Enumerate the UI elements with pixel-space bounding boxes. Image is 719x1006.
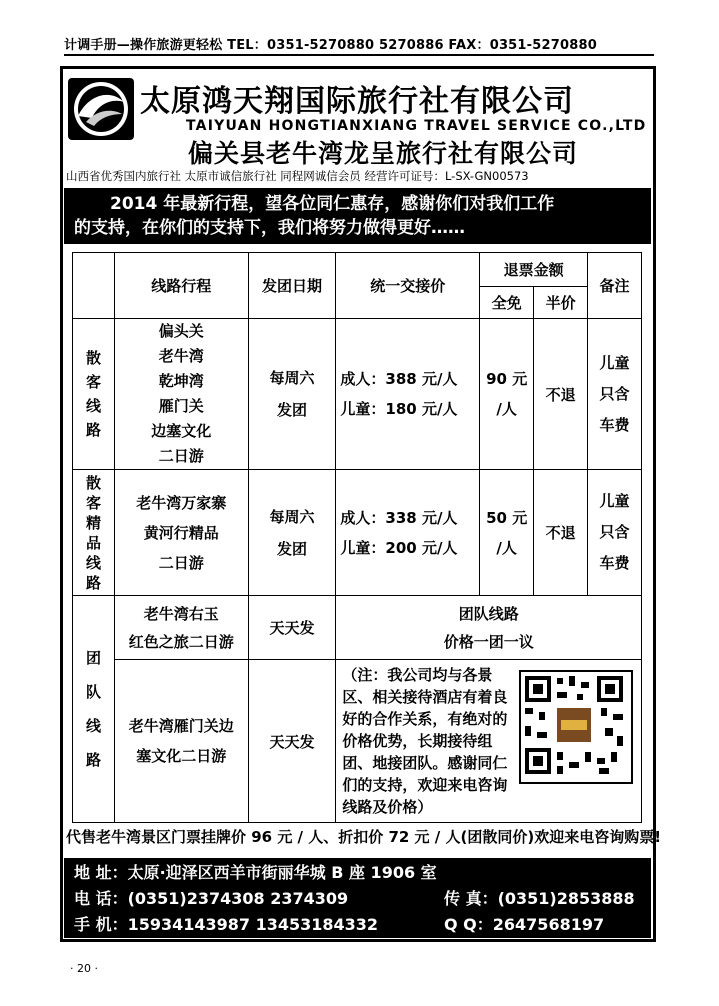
group-price: 价格一团一议 xyxy=(443,632,534,651)
header-route: 线路行程 xyxy=(114,253,248,319)
row2-price-adult: 成人：338 元/人 xyxy=(340,508,458,527)
header-remark: 备注 xyxy=(588,253,642,319)
contact-address: 地 址：太原·迎泽区西羊市街丽华城 B 座 1906 室 xyxy=(74,863,437,882)
row2-price-child: 儿童：200 元/人 xyxy=(340,538,458,557)
header-refund-full: 全免 xyxy=(480,287,534,319)
company-title-cn: 太原鸿天翔国际旅行社有限公司 xyxy=(140,84,574,119)
ticket-banner: 代售老牛湾景区门票挂牌价 96 元 / 人、折扣价 72 元 / 人(团散同价)欢迎来电咨询购票! xyxy=(66,828,662,846)
row2-refund-half: 不退 xyxy=(534,470,588,596)
row2-category: 散 客 精 品 线 路 xyxy=(73,470,115,596)
row2-route: 老牛湾万家寨 黄河行精品 二日游 xyxy=(114,470,248,596)
row1-refund-full: 90 元 /人 xyxy=(480,319,534,470)
swan-logo-icon xyxy=(68,78,134,140)
contact-fax: 传 真：(0351)2853888 xyxy=(444,889,635,908)
company-logo xyxy=(68,78,134,140)
header-date: 发团日期 xyxy=(248,253,336,319)
group-route-1: 老牛湾右玉 红色之旅二日游 xyxy=(114,596,248,660)
row1-remark: 儿童 只含 车费 xyxy=(588,319,642,470)
qr-code xyxy=(519,670,633,784)
row2-remark: 儿童 只含 车费 xyxy=(588,470,642,596)
row2-price xyxy=(336,470,480,596)
header-price: 统一交接价 xyxy=(336,253,480,319)
branch-title-cn: 偏关县老牛湾龙呈旅行社有限公司 xyxy=(188,139,579,168)
row1-category: 散 客 线 路 xyxy=(73,319,115,470)
header-empty xyxy=(73,253,115,319)
certifications: 山西省优秀国内旅行社 太原市诚信旅行社 同程网诚信会员 经营许可证号：L-SX-GN00573 xyxy=(66,169,529,183)
row2-refund-full: 50 元 /人 xyxy=(480,470,534,596)
group-route-2: 老牛湾雁门关边 塞文化二日游 xyxy=(114,660,248,823)
group-title-cell xyxy=(336,596,642,660)
contact-qq: Q Q：2647568197 xyxy=(444,915,605,934)
row1-route: 偏头关 老牛湾 乾坤湾 雁门关 边塞文化 二日游 xyxy=(114,319,248,470)
row2-date: 每周六 发团 xyxy=(248,470,336,596)
row1-price-adult: 成人：388 元/人 xyxy=(340,370,458,388)
group-note-cell xyxy=(336,660,642,823)
header-topline: 计调手册—操作旅游更轻松 TEL：0351-5270880 5270886 FAX：0351-5270880 xyxy=(64,34,654,56)
notice-line-2: 的支持，在你们的支持下，我们将努力做得更好…… xyxy=(74,218,465,238)
notice-box xyxy=(64,188,651,244)
row1-refund-half: 不退 xyxy=(534,319,588,470)
contact-phone: 电 话：(0351)2374308 2374309 xyxy=(74,889,349,908)
page-number: · 20 · xyxy=(70,962,98,975)
group-note: （注：我公司均与各景区、相关接待酒店有着良好的合作关系，有绝对的价格优势，长期接待组团、地接团队。感谢同仁们的支持，欢迎来电咨询线路及价格） xyxy=(342,666,508,816)
row1-price xyxy=(336,319,480,470)
group-date-2: 天天发 xyxy=(248,660,336,823)
contact-box xyxy=(64,858,651,938)
company-title-en: TAIYUAN HONGTIANXIANG TRAVEL SERVICE CO.,LTD xyxy=(186,118,647,134)
group-category: 团 队 线 路 xyxy=(73,596,115,823)
group-title: 团队线路 xyxy=(458,604,519,623)
routes-table xyxy=(72,252,642,823)
qr-code-icon xyxy=(521,672,627,778)
row1-price-child: 儿童：180 元/人 xyxy=(340,400,458,418)
header-refund: 退票金额 xyxy=(480,253,588,287)
group-date-1: 天天发 xyxy=(248,596,336,660)
contact-mobile: 手 机：15934143987 13453184332 xyxy=(74,915,379,934)
notice-line-1: 2014 年最新行程，望各位同仁惠存，感谢你们对我们工作 xyxy=(110,194,555,214)
header-refund-half: 半价 xyxy=(534,287,588,319)
row1-date: 每周六 发团 xyxy=(248,319,336,470)
